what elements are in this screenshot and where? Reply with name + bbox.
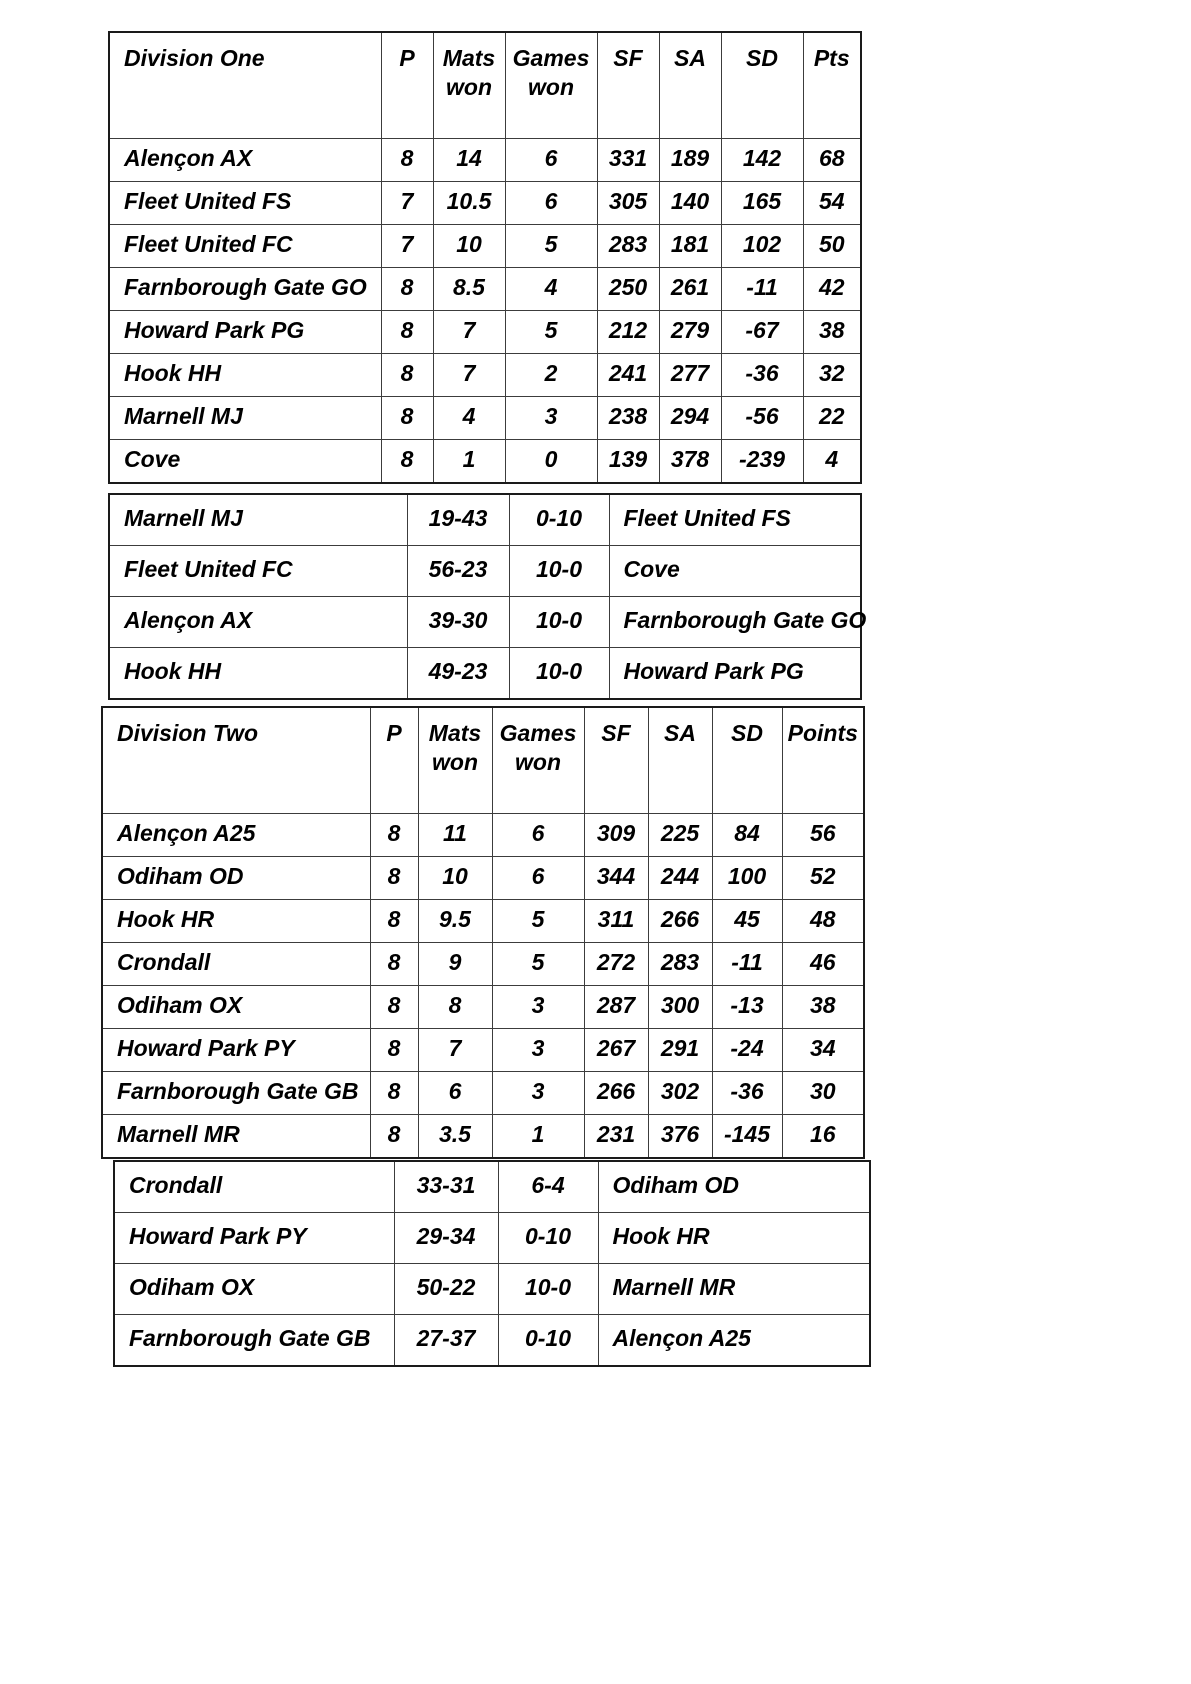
mats-won-value: 1 (433, 440, 505, 484)
sf-value: 267 (584, 1029, 648, 1072)
sf-value: 305 (597, 182, 659, 225)
home-team: Crondall (114, 1161, 394, 1213)
sa-value: 266 (648, 900, 712, 943)
home-team: Fleet United FC (109, 546, 407, 597)
table-row (109, 225, 861, 268)
games-won-value: 6 (492, 814, 584, 857)
column-header-sd: SD (721, 32, 803, 139)
sa-value: 225 (648, 814, 712, 857)
mats-won-value: 7 (433, 354, 505, 397)
played-value: 8 (370, 900, 418, 943)
played-value: 8 (370, 1029, 418, 1072)
column-header-played: P (370, 707, 418, 814)
mats-won-value: 7 (433, 311, 505, 354)
sa-value: 189 (659, 139, 721, 182)
away-team: Marnell MR (598, 1264, 870, 1315)
games-won-value: 3 (492, 1029, 584, 1072)
mats-won-value: 6 (418, 1072, 492, 1115)
shots-score: 19-43 (407, 494, 509, 546)
column-header-sf: SF (584, 707, 648, 814)
team-name: Cove (109, 440, 381, 484)
points-value: 56 (782, 814, 864, 857)
mats-won-value: 9 (418, 943, 492, 986)
away-team: Cove (609, 546, 861, 597)
result-row (114, 1315, 870, 1367)
team-name: Fleet United FS (109, 182, 381, 225)
away-team: Hook HR (598, 1213, 870, 1264)
team-name: Fleet United FC (109, 225, 381, 268)
column-header-mats-won-line2: won (432, 749, 478, 776)
points-score: 10-0 (509, 648, 609, 700)
team-name: Marnell MR (102, 1115, 370, 1159)
table-row (102, 1072, 864, 1115)
played-value: 8 (381, 397, 433, 440)
sd-value: -56 (721, 397, 803, 440)
games-won-value: 5 (505, 311, 597, 354)
points-value: 38 (803, 311, 861, 354)
played-value: 8 (370, 857, 418, 900)
points-value: 30 (782, 1072, 864, 1115)
played-value: 8 (370, 943, 418, 986)
table-row (102, 814, 864, 857)
column-header-games-won (505, 32, 597, 139)
home-team: Farnborough Gate GB (114, 1315, 394, 1367)
column-header-mats-won-line1: Mats (442, 45, 496, 71)
table-row (102, 857, 864, 900)
points-value: 38 (782, 986, 864, 1029)
points-value: 4 (803, 440, 861, 484)
sd-value: -36 (721, 354, 803, 397)
sd-value: -24 (712, 1029, 782, 1072)
column-header-sd: SD (712, 707, 782, 814)
column-header-sf: SF (597, 32, 659, 139)
games-won-value: 6 (492, 857, 584, 900)
sa-value: 291 (648, 1029, 712, 1072)
column-header-sa: SA (648, 707, 712, 814)
result-row (114, 1161, 870, 1213)
sf-value: 238 (597, 397, 659, 440)
sf-value: 287 (584, 986, 648, 1029)
result-row (109, 494, 861, 546)
sa-value: 181 (659, 225, 721, 268)
sf-value: 139 (597, 440, 659, 484)
away-team: Farnborough Gate GO (609, 597, 861, 648)
column-header-sa: SA (659, 32, 721, 139)
sa-value: 302 (648, 1072, 712, 1115)
games-won-value: 1 (492, 1115, 584, 1159)
team-name: Farnborough Gate GB (102, 1072, 370, 1115)
division-one-results-table (108, 493, 867, 700)
played-value: 8 (370, 1115, 418, 1159)
shots-score: 56-23 (407, 546, 509, 597)
column-header-played: P (381, 32, 433, 139)
mats-won-value: 10 (418, 857, 492, 900)
result-row (109, 546, 861, 597)
games-won-value: 0 (505, 440, 597, 484)
played-value: 8 (381, 440, 433, 484)
sf-value: 309 (584, 814, 648, 857)
sf-value: 283 (597, 225, 659, 268)
points-value: 54 (803, 182, 861, 225)
points-value: 22 (803, 397, 861, 440)
shots-score: 27-37 (394, 1315, 498, 1367)
shots-score: 50-22 (394, 1264, 498, 1315)
column-header-division: Division One (109, 32, 381, 139)
points-score: 10-0 (509, 546, 609, 597)
team-name: Howard Park PG (109, 311, 381, 354)
points-value: 32 (803, 354, 861, 397)
points-score: 10-0 (498, 1264, 598, 1315)
sa-value: 376 (648, 1115, 712, 1159)
result-row (109, 648, 861, 700)
table-row (109, 311, 861, 354)
sf-value: 231 (584, 1115, 648, 1159)
sf-value: 266 (584, 1072, 648, 1115)
played-value: 8 (370, 986, 418, 1029)
sa-value: 261 (659, 268, 721, 311)
mats-won-value: 7 (418, 1029, 492, 1072)
points-value: 42 (803, 268, 861, 311)
shots-score: 49-23 (407, 648, 509, 700)
sa-value: 294 (659, 397, 721, 440)
sd-value: 102 (721, 225, 803, 268)
shots-score: 33-31 (394, 1161, 498, 1213)
column-header-division: Division Two (102, 707, 370, 814)
shots-score: 39-30 (407, 597, 509, 648)
table-row (102, 943, 864, 986)
games-won-value: 5 (492, 900, 584, 943)
sd-value: 84 (712, 814, 782, 857)
sf-value: 272 (584, 943, 648, 986)
sf-value: 331 (597, 139, 659, 182)
away-team: Howard Park PG (609, 648, 861, 700)
mats-won-value: 9.5 (418, 900, 492, 943)
mats-won-value: 3.5 (418, 1115, 492, 1159)
table-row (109, 397, 861, 440)
division-one-standings-table (108, 31, 862, 484)
sd-value: -239 (721, 440, 803, 484)
sa-value: 300 (648, 986, 712, 1029)
games-won-value: 6 (505, 182, 597, 225)
sf-value: 241 (597, 354, 659, 397)
mats-won-value: 10 (433, 225, 505, 268)
sa-value: 244 (648, 857, 712, 900)
mats-won-value: 4 (433, 397, 505, 440)
sa-value: 279 (659, 311, 721, 354)
played-value: 7 (381, 182, 433, 225)
sd-value: 45 (712, 900, 782, 943)
team-name: Odiham OD (102, 857, 370, 900)
column-header-games-won (492, 707, 584, 814)
column-header-mats-won (418, 707, 492, 814)
mats-won-value: 14 (433, 139, 505, 182)
sa-value: 277 (659, 354, 721, 397)
division-two-results-table (113, 1160, 871, 1367)
column-header-mats-won-line2: won (446, 74, 492, 101)
table-header-row (109, 32, 861, 139)
column-header-games-won-line1: Games (499, 720, 577, 746)
team-name: Alençon AX (109, 139, 381, 182)
home-team: Alençon AX (109, 597, 407, 648)
column-header-points: Points (782, 707, 864, 814)
played-value: 8 (370, 1072, 418, 1115)
games-won-value: 6 (505, 139, 597, 182)
column-header-games-won-line2: won (515, 749, 561, 776)
mats-won-value: 11 (418, 814, 492, 857)
team-name: Hook HH (109, 354, 381, 397)
sf-value: 250 (597, 268, 659, 311)
played-value: 8 (381, 139, 433, 182)
points-value: 68 (803, 139, 861, 182)
sd-value: -36 (712, 1072, 782, 1115)
column-header-mats-won-line1: Mats (428, 720, 482, 746)
sd-value: -13 (712, 986, 782, 1029)
games-won-value: 2 (505, 354, 597, 397)
points-value: 52 (782, 857, 864, 900)
table-row (109, 268, 861, 311)
sd-value: 165 (721, 182, 803, 225)
table-row (102, 900, 864, 943)
column-header-games-won-line2: won (528, 74, 574, 101)
games-won-value: 5 (505, 225, 597, 268)
played-value: 8 (381, 354, 433, 397)
games-won-value: 3 (492, 986, 584, 1029)
away-team: Alençon A25 (598, 1315, 870, 1367)
column-header-games-won-line1: Games (512, 45, 590, 71)
points-score: 10-0 (509, 597, 609, 648)
team-name: Marnell MJ (109, 397, 381, 440)
team-name: Alençon A25 (102, 814, 370, 857)
mats-won-value: 8.5 (433, 268, 505, 311)
table-row (102, 1115, 864, 1159)
table-row (109, 139, 861, 182)
result-row (114, 1213, 870, 1264)
division-two-standings-table (101, 706, 865, 1159)
points-value: 46 (782, 943, 864, 986)
sa-value: 283 (648, 943, 712, 986)
team-name: Hook HR (102, 900, 370, 943)
sd-value: -11 (721, 268, 803, 311)
mats-won-value: 10.5 (433, 182, 505, 225)
result-row (114, 1264, 870, 1315)
sa-value: 140 (659, 182, 721, 225)
points-value: 34 (782, 1029, 864, 1072)
played-value: 8 (370, 814, 418, 857)
points-score: 6-4 (498, 1161, 598, 1213)
column-header-mats-won (433, 32, 505, 139)
played-value: 8 (381, 268, 433, 311)
team-name: Farnborough Gate GO (109, 268, 381, 311)
team-name: Odiham OX (102, 986, 370, 1029)
table-row (109, 182, 861, 225)
games-won-value: 3 (505, 397, 597, 440)
games-won-value: 3 (492, 1072, 584, 1115)
sd-value: -67 (721, 311, 803, 354)
sf-value: 311 (584, 900, 648, 943)
table-row (102, 1029, 864, 1072)
points-score: 0-10 (498, 1213, 598, 1264)
sd-value: 100 (712, 857, 782, 900)
sd-value: -145 (712, 1115, 782, 1159)
sd-value: 142 (721, 139, 803, 182)
sf-value: 212 (597, 311, 659, 354)
points-value: 50 (803, 225, 861, 268)
shots-score: 29-34 (394, 1213, 498, 1264)
points-value: 16 (782, 1115, 864, 1159)
points-score: 0-10 (509, 494, 609, 546)
home-team: Marnell MJ (109, 494, 407, 546)
played-value: 8 (381, 311, 433, 354)
sd-value: -11 (712, 943, 782, 986)
result-row (109, 597, 861, 648)
games-won-value: 5 (492, 943, 584, 986)
column-header-points: Pts (803, 32, 861, 139)
table-row (109, 354, 861, 397)
mats-won-value: 8 (418, 986, 492, 1029)
team-name: Howard Park PY (102, 1029, 370, 1072)
away-team: Odiham OD (598, 1161, 870, 1213)
home-team: Howard Park PY (114, 1213, 394, 1264)
points-value: 48 (782, 900, 864, 943)
played-value: 7 (381, 225, 433, 268)
table-row (109, 440, 861, 484)
away-team: Fleet United FS (609, 494, 861, 546)
team-name: Crondall (102, 943, 370, 986)
points-score: 0-10 (498, 1315, 598, 1367)
sa-value: 378 (659, 440, 721, 484)
table-header-row (102, 707, 864, 814)
home-team: Hook HH (109, 648, 407, 700)
sf-value: 344 (584, 857, 648, 900)
home-team: Odiham OX (114, 1264, 394, 1315)
games-won-value: 4 (505, 268, 597, 311)
table-row (102, 986, 864, 1029)
